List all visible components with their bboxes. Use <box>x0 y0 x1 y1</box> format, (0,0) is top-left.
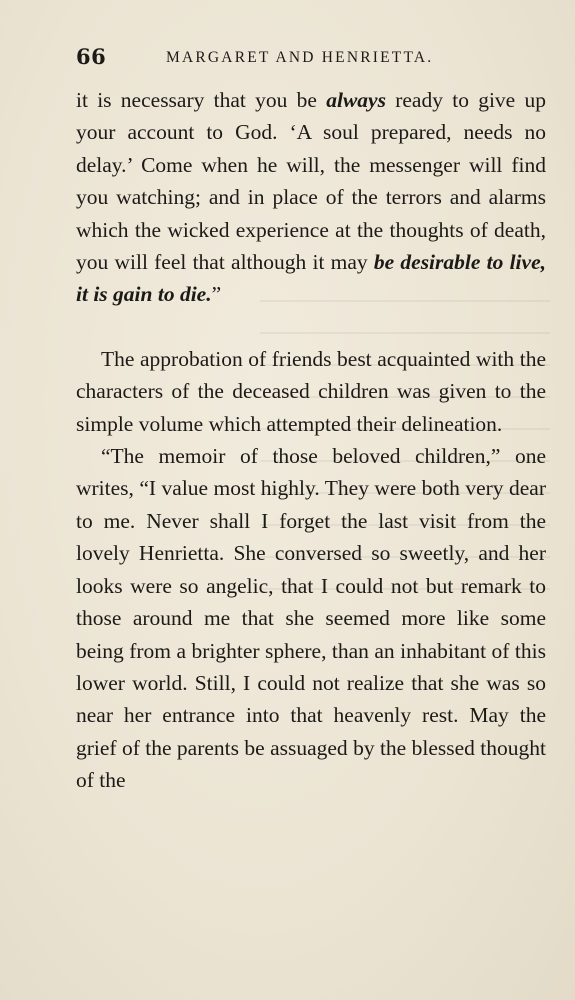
text-run: ready to give up your account to God. ‘A soul prepared, needs no delay.’ Come when he will, the messenger will find you watching; and in place of the terrors and alarms which the wicked experience at the thoughts of death, you will feel that although it may <box>76 88 546 275</box>
emphasis-text: be desirable to live, it is gain to die. <box>76 250 546 307</box>
running-title: MARGARET AND HENRIETTA. <box>166 49 434 66</box>
page-number: 66 <box>76 44 107 69</box>
text-run: ” <box>211 282 222 307</box>
paragraph-approbation: The approbation of friends best acquainted with the characters of the deceased children was given to the simple volume which attempted their delineation. <box>76 346 546 436</box>
page-header <box>76 44 546 74</box>
paragraph-continued <box>76 84 546 311</box>
body-text <box>76 84 546 797</box>
emphasis-text: always <box>326 88 386 112</box>
paragraph-memoir-quote: “The memoir of those beloved children,” one writes, “I value most highly. They were both very dear to me. Never shall I forget the last visit from the lovely Henrietta. She conversed so sweetly, and her looks were so angelic, that I could not but remark to those around me that she seemed more like some being from a brighter sphere, than an inhabitant of this lower world. Still, I could not realize that she was so near her entrance into that heavenly rest. May the grief of the parents be assuaged by the blessed thought of the <box>76 444 546 793</box>
text-run: it is necessary that you be <box>76 88 327 112</box>
